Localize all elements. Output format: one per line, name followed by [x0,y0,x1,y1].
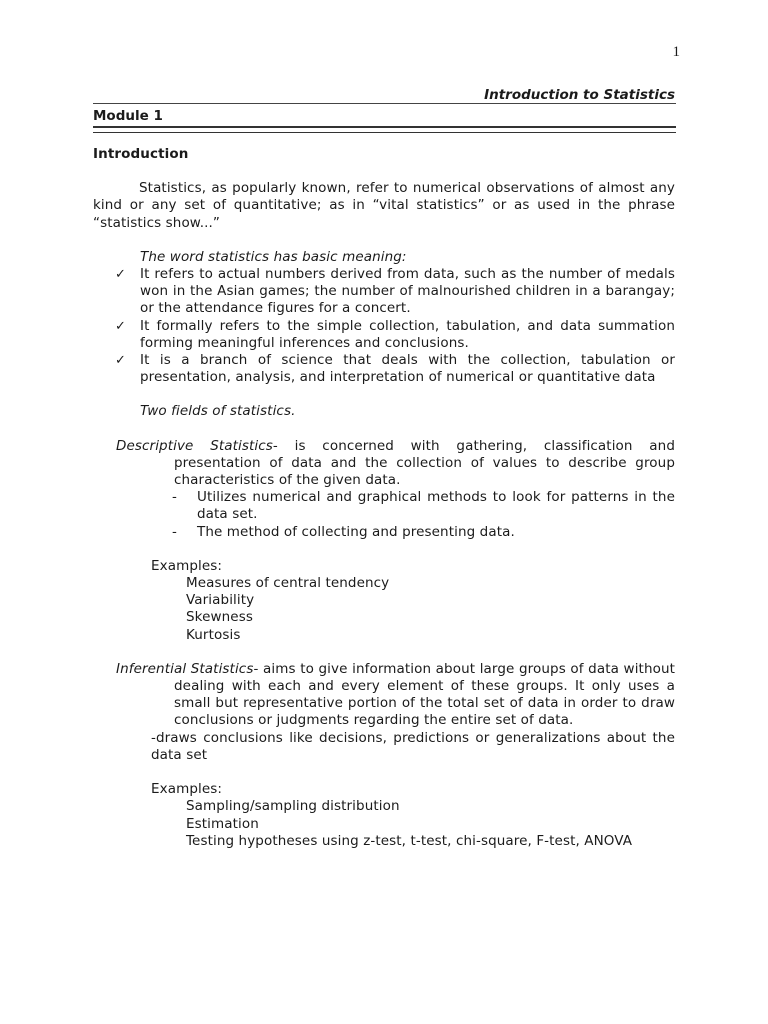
module-title: Module 1 [93,108,163,124]
descriptive-point [116,489,675,523]
list-item [93,352,675,386]
list-item [93,266,675,318]
inferential-term: Inferential Statistics [116,660,254,677]
descriptive-definition-text: - is concerned with gathering, classification and presentation of data and the collection of values to describe group characteristics of the given data. [174,437,675,489]
descriptive-definition [116,438,675,490]
example-item: Testing hypotheses using z-test, t-test, chi-square, F-test, ANOVA [186,832,633,849]
point-text: The method of collecting and presenting data. [197,523,515,540]
checkmark-icon: ✓ [115,318,126,334]
descriptive-point [116,524,675,541]
page-number: 1 [672,44,680,60]
list-item-text: It formally refers to the simple collection, tabulation, and data summation forming meaningful inferences and conclusions. [140,317,675,351]
section-heading: Introduction [93,146,189,162]
inferential-examples [151,781,675,850]
dash-bullet: - [172,523,177,540]
checkmark-icon: ✓ [115,353,126,369]
examples-label: Examples: [151,557,223,574]
inferential-section [116,661,675,850]
intro-paragraph: Statistics, as popularly known, refer to numerical observations of almost any kind or any set of quantitative; as in “vital statistics” or as used in the phrase “statistics show...” [93,180,675,231]
meaning-list [93,266,675,386]
example-item: Sampling/sampling distribution [186,798,400,815]
inferential-extra: -draws conclusions like decisions, predictions or generalizations about the data set [151,729,675,763]
body-content [93,146,675,867]
dash-bullet: - [172,489,177,506]
example-item: Kurtosis [186,626,241,643]
descriptive-section [116,438,675,644]
example-item: Skewness [186,609,253,626]
running-head: Introduction to Statistics [484,87,675,103]
module-rule [93,126,676,133]
fields-lead: Two fields of statistics. [140,403,296,420]
header-rule [93,103,676,104]
descriptive-term: Descriptive Statistics [116,437,273,454]
example-item: Variability [186,592,255,609]
descriptive-examples [151,558,675,644]
list-item [93,318,675,352]
inferential-definition [116,661,675,730]
point-text: Utilizes numerical and graphical methods to look for patterns in the data set. [197,489,675,523]
list-item-text: It refers to actual numbers derived from data, such as the number of medals won in the Asian games; the number of malnourished children in a barangay; or the attendance figures for a concert. [140,266,675,317]
checkmark-icon: ✓ [115,267,126,283]
example-item: Measures of central tendency [186,575,390,592]
inferential-definition-text: - aims to give information about large groups of data without dealing with each and every element of these groups. It only uses a small but representative portion of the total set of data in order to draw conclusions or judgments regarding the entire set of data. [174,660,676,729]
list-item-text: It is a branch of science that deals with the collection, tabulation or presentation, analysis, and interpretation of numerical or quantitative data [140,352,675,386]
example-item: Estimation [186,815,259,832]
meaning-lead: The word statistics has basic meaning: [140,248,407,265]
examples-label: Examples: [151,781,223,798]
